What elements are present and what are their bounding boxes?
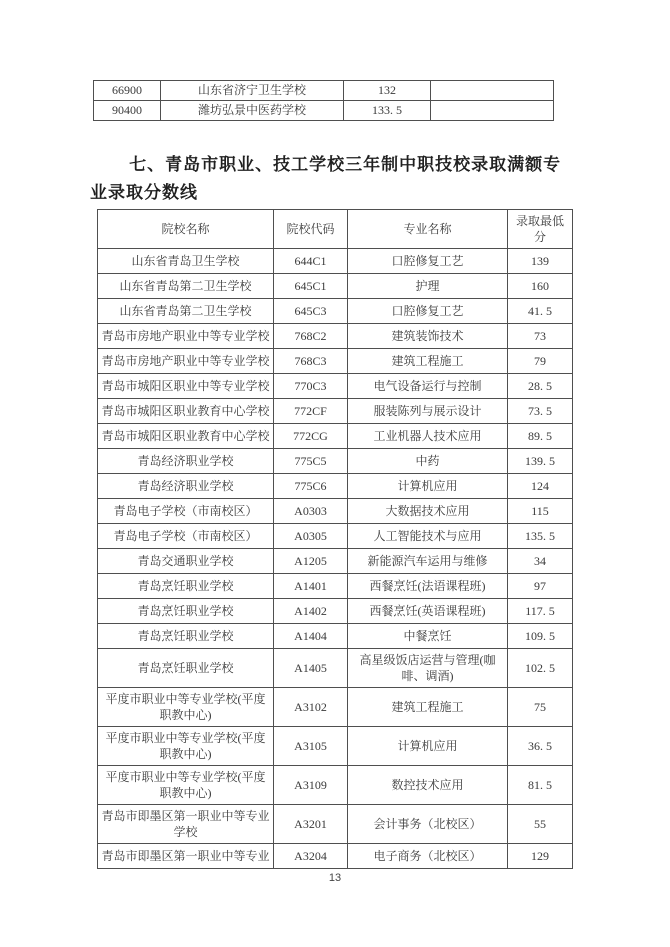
admission-score-table bbox=[97, 209, 573, 869]
table-row bbox=[98, 599, 573, 624]
table-row bbox=[98, 727, 573, 766]
cell-major-name: 中餐烹饪 bbox=[348, 624, 508, 649]
cell-school-name: 青岛经济职业学校 bbox=[98, 474, 274, 499]
cell-min-score: 89. 5 bbox=[508, 424, 573, 449]
cell-major-name: 数控技术应用 bbox=[348, 766, 508, 805]
cell-school-code: 775C5 bbox=[274, 449, 348, 474]
cell-school-name: 青岛电子学校（市南校区） bbox=[98, 499, 274, 524]
cell-major-name: 计算机应用 bbox=[348, 727, 508, 766]
cell-min-score: 41. 5 bbox=[508, 299, 573, 324]
column-header: 录取最低分 bbox=[508, 210, 573, 249]
table-row bbox=[98, 649, 573, 688]
cell-school-name: 青岛市城阳区职业教育中心学校 bbox=[98, 399, 274, 424]
cell-min-score: 115 bbox=[508, 499, 573, 524]
cell-major-name: 建筑装饰技术 bbox=[348, 324, 508, 349]
cell-school-name: 青岛市房地产职业中等专业学校 bbox=[98, 349, 274, 374]
cell-school-code: A1402 bbox=[274, 599, 348, 624]
cell-major-name: 口腔修复工艺 bbox=[348, 249, 508, 274]
table-row bbox=[94, 81, 554, 101]
cell-school-code: 645C3 bbox=[274, 299, 348, 324]
carryover-score-table bbox=[93, 80, 554, 121]
cell-empty bbox=[431, 101, 554, 121]
cell-school-code: 644C1 bbox=[274, 249, 348, 274]
cell-school-code: A3201 bbox=[274, 805, 348, 844]
cell-major-name: 中药 bbox=[348, 449, 508, 474]
cell-school-name: 潍坊弘景中医药学校 bbox=[161, 101, 344, 121]
table-row bbox=[98, 424, 573, 449]
cell-school-name: 青岛经济职业学校 bbox=[98, 449, 274, 474]
cell-major-name: 工业机器人技术应用 bbox=[348, 424, 508, 449]
cell-min-score: 79 bbox=[508, 349, 573, 374]
page-number: 13 bbox=[328, 872, 342, 884]
cell-school-name: 山东省青岛第二卫生学校 bbox=[98, 274, 274, 299]
cell-major-name: 电子商务（北校区） bbox=[348, 844, 508, 869]
cell-school-name: 青岛市城阳区职业教育中心学校 bbox=[98, 424, 274, 449]
cell-school-name: 平度市职业中等专业学校(平度职教中心) bbox=[98, 727, 274, 766]
table-row bbox=[98, 299, 573, 324]
cell-min-score: 139 bbox=[508, 249, 573, 274]
cell-min-score: 124 bbox=[508, 474, 573, 499]
table-row bbox=[98, 274, 573, 299]
cell-min-score: 139. 5 bbox=[508, 449, 573, 474]
cell-school-name: 青岛烹饪职业学校 bbox=[98, 649, 274, 688]
table-row bbox=[98, 474, 573, 499]
cell-school-name: 青岛市即墨区第一职业中等专业 bbox=[98, 844, 274, 869]
table-row bbox=[94, 101, 554, 121]
cell-min-score: 102. 5 bbox=[508, 649, 573, 688]
cell-major-name: 服装陈列与展示设计 bbox=[348, 399, 508, 424]
cell-school-code: 770C3 bbox=[274, 374, 348, 399]
table-row bbox=[98, 766, 573, 805]
column-header: 院校名称 bbox=[98, 210, 274, 249]
cell-school-code: A3102 bbox=[274, 688, 348, 727]
cell-school-code: 66900 bbox=[94, 81, 161, 101]
cell-empty bbox=[431, 81, 554, 101]
cell-school-name: 山东省青岛卫生学校 bbox=[98, 249, 274, 274]
cell-min-score: 34 bbox=[508, 549, 573, 574]
cell-school-name: 青岛烹饪职业学校 bbox=[98, 599, 274, 624]
cell-major-name: 新能源汽车运用与维修 bbox=[348, 549, 508, 574]
table-row bbox=[98, 844, 573, 869]
cell-school-code: A3109 bbox=[274, 766, 348, 805]
cell-min-score: 28. 5 bbox=[508, 374, 573, 399]
cell-major-name: 护理 bbox=[348, 274, 508, 299]
table-row bbox=[98, 249, 573, 274]
cell-major-name: 西餐烹饪(英语课程班) bbox=[348, 599, 508, 624]
cell-school-name: 青岛烹饪职业学校 bbox=[98, 624, 274, 649]
table-row bbox=[98, 349, 573, 374]
cell-min-score: 73 bbox=[508, 324, 573, 349]
table-row bbox=[98, 449, 573, 474]
cell-min-score: 135. 5 bbox=[508, 524, 573, 549]
cell-school-name: 青岛市房地产职业中等专业学校 bbox=[98, 324, 274, 349]
column-header: 专业名称 bbox=[348, 210, 508, 249]
admission-table-body bbox=[98, 249, 573, 869]
cell-school-code: A0303 bbox=[274, 499, 348, 524]
cell-school-code: 768C3 bbox=[274, 349, 348, 374]
cell-min-score: 75 bbox=[508, 688, 573, 727]
cell-major-name: 西餐烹饪(法语课程班) bbox=[348, 574, 508, 599]
cell-min-score: 36. 5 bbox=[508, 727, 573, 766]
cell-school-name: 青岛市城阳区职业中等专业学校 bbox=[98, 374, 274, 399]
cell-school-code: A1405 bbox=[274, 649, 348, 688]
cell-school-code: A1401 bbox=[274, 574, 348, 599]
cell-school-code: 90400 bbox=[94, 101, 161, 121]
cell-school-name: 山东省青岛第二卫生学校 bbox=[98, 299, 274, 324]
cell-min-score: 55 bbox=[508, 805, 573, 844]
cell-major-name: 建筑工程施工 bbox=[348, 688, 508, 727]
table-row bbox=[98, 549, 573, 574]
cell-school-code: 775C6 bbox=[274, 474, 348, 499]
cell-school-name: 山东省济宁卫生学校 bbox=[161, 81, 344, 101]
admission-table-header-row bbox=[98, 210, 573, 249]
cell-major-name: 人工智能技术与应用 bbox=[348, 524, 508, 549]
cell-school-name: 青岛电子学校（市南校区） bbox=[98, 524, 274, 549]
cell-school-name: 青岛市即墨区第一职业中等专业学校 bbox=[98, 805, 274, 844]
cell-min-score: 109. 5 bbox=[508, 624, 573, 649]
cell-min-score: 97 bbox=[508, 574, 573, 599]
cell-min-score: 129 bbox=[508, 844, 573, 869]
cell-school-name: 青岛交通职业学校 bbox=[98, 549, 274, 574]
cell-major-name: 计算机应用 bbox=[348, 474, 508, 499]
table-row bbox=[98, 624, 573, 649]
cell-school-code: A1205 bbox=[274, 549, 348, 574]
table-row bbox=[98, 499, 573, 524]
cell-min-score: 73. 5 bbox=[508, 399, 573, 424]
cell-min-score: 117. 5 bbox=[508, 599, 573, 624]
table-row bbox=[98, 688, 573, 727]
cell-min-score: 160 bbox=[508, 274, 573, 299]
cell-school-code: 772CF bbox=[274, 399, 348, 424]
section-heading: 七、青岛市职业、技工学校三年制中职技校录取满额专业录取分数线 bbox=[90, 155, 562, 202]
table-row bbox=[98, 399, 573, 424]
cell-school-code: 768C2 bbox=[274, 324, 348, 349]
table-row bbox=[98, 524, 573, 549]
cell-min-score: 81. 5 bbox=[508, 766, 573, 805]
cell-school-code: A1404 bbox=[274, 624, 348, 649]
cell-school-code: 772CG bbox=[274, 424, 348, 449]
cell-school-name: 平度市职业中等专业学校(平度职教中心) bbox=[98, 766, 274, 805]
cell-score: 132 bbox=[344, 81, 431, 101]
table-row bbox=[98, 324, 573, 349]
carryover-table-body bbox=[94, 81, 554, 121]
cell-major-name: 电气设备运行与控制 bbox=[348, 374, 508, 399]
column-header: 院校代码 bbox=[274, 210, 348, 249]
cell-school-name: 青岛烹饪职业学校 bbox=[98, 574, 274, 599]
cell-major-name: 口腔修复工艺 bbox=[348, 299, 508, 324]
cell-major-name: 大数据技术应用 bbox=[348, 499, 508, 524]
table-row bbox=[98, 805, 573, 844]
cell-school-code: A3204 bbox=[274, 844, 348, 869]
cell-school-code: A0305 bbox=[274, 524, 348, 549]
cell-major-name: 会计事务（北校区） bbox=[348, 805, 508, 844]
table-row bbox=[98, 574, 573, 599]
cell-score: 133. 5 bbox=[344, 101, 431, 121]
cell-school-code: A3105 bbox=[274, 727, 348, 766]
cell-major-name: 高星级饭店运营与管理(咖啡、调酒) bbox=[348, 649, 508, 688]
cell-major-name: 建筑工程施工 bbox=[348, 349, 508, 374]
table-row bbox=[98, 374, 573, 399]
cell-school-name: 平度市职业中等专业学校(平度职教中心) bbox=[98, 688, 274, 727]
cell-school-code: 645C1 bbox=[274, 274, 348, 299]
